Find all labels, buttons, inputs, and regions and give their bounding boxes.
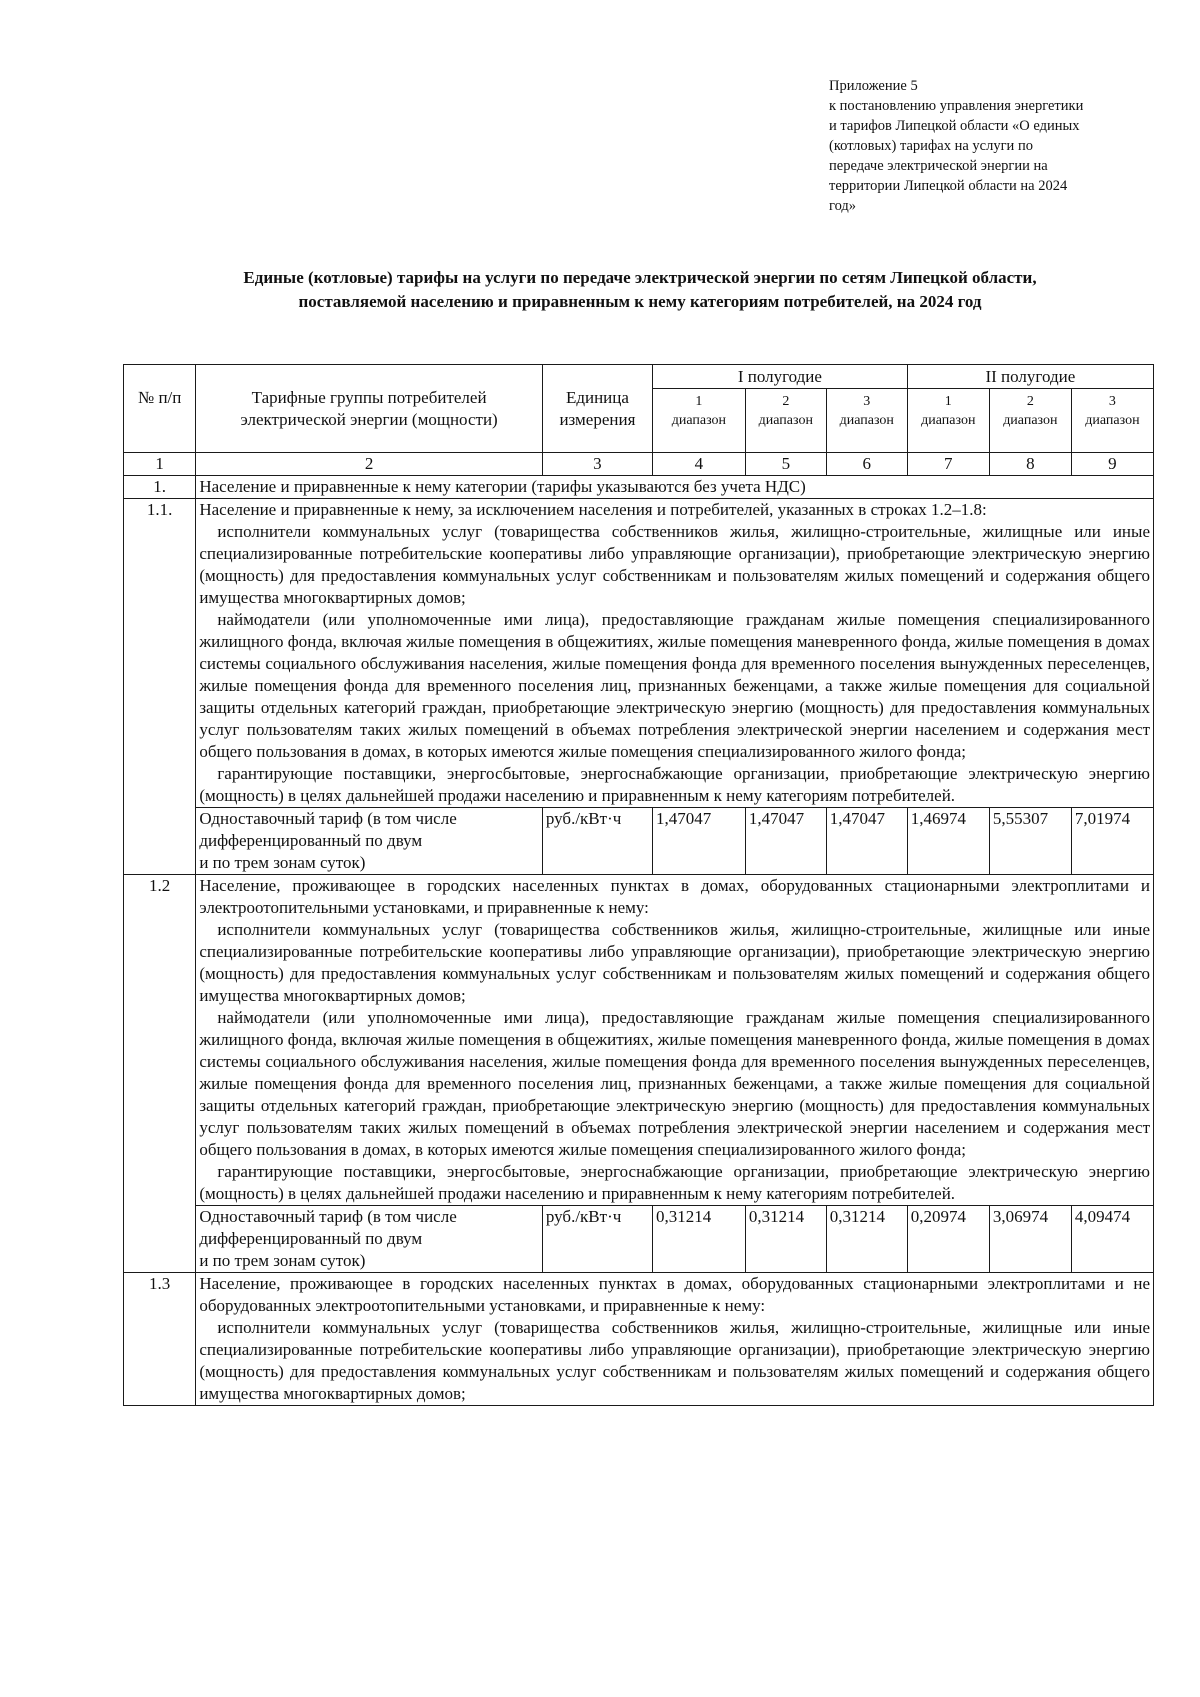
tariff-name	[196, 808, 543, 875]
row-paragraph: Население и приравненные к нему, за исключением населения и потребителей, указанных в строках 1.2–1.8:	[199, 500, 987, 519]
tariff-value: 0,31214	[652, 1206, 745, 1273]
row-paragraph: гарантирующие поставщики, энергосбытовые, энергоснабжающие организации, приобретающие электрическую энергию (мощность) в целях дальнейшей продажи населению и приравненным к нему категориям потребителей.	[199, 764, 1150, 805]
range-label: диапазон	[1003, 413, 1058, 428]
annex-note	[829, 76, 1134, 216]
tariff-value: 1,47047	[652, 808, 745, 875]
header-range	[907, 389, 989, 453]
title-line: поставляемой населению и приравненным к нему категориям потребителей, на 2024 год	[298, 292, 982, 311]
range-number: 2	[1026, 394, 1034, 409]
tariff-value: 0,31214	[745, 1206, 826, 1273]
header-range	[745, 389, 826, 453]
document-title	[70, 266, 1200, 314]
row-number: 1.2	[124, 875, 196, 1273]
tariff-unit: руб./кВт·ч	[542, 1206, 652, 1273]
tariff-name-line: дифференцированный по двум	[199, 1229, 423, 1248]
tariff-value: 3,06974	[989, 1206, 1071, 1273]
header-group	[196, 365, 543, 453]
tariff-name-line: дифференцированный по двум	[199, 831, 423, 850]
annex-line: Приложение 5	[829, 78, 918, 94]
row-number: 1.3	[124, 1273, 196, 1406]
header-group-line: электрической энергии (мощности)	[240, 410, 498, 429]
annex-line: территории Липецкой области на 2024	[829, 178, 1068, 194]
tariff-value: 1,47047	[745, 808, 826, 875]
row-paragraph: исполнители коммунальных услуг (товарищества собственников жилья, жилищно-строительные, жилищные или иные специализированные потребительские кооперативы либо управляющие организации), приобретающие электрическую энергию (мощность) для предоставления коммунальных услуг собственникам и пользователям жилых помещений и содержания общего имущества многоквартирных домов;	[199, 522, 1150, 607]
range-label: диапазон	[921, 413, 976, 428]
tariff-name-line: Одноставочный тариф (в том числе	[199, 1207, 457, 1226]
tariff-value: 7,01974	[1071, 808, 1153, 875]
header-range	[1071, 389, 1153, 453]
header-range	[826, 389, 907, 453]
tariff-value: 1,46974	[907, 808, 989, 875]
column-number: 3	[542, 453, 652, 476]
row-number: 1.1.	[124, 499, 196, 875]
annex-line: к постановлению управления энергетики	[829, 98, 1084, 114]
row-paragraph: Население, проживающее в городских населенных пунктах в домах, оборудованных стационарными электроплитами и не оборудованных электроотопительными установками, и приравненные к нему:	[199, 1274, 1150, 1315]
annex-line: (котловых) тарифах на услуги по	[829, 138, 1033, 154]
tariff-value: 1,47047	[826, 808, 907, 875]
range-number: 1	[944, 394, 952, 409]
header-num: № п/п	[124, 365, 196, 453]
column-number: 2	[196, 453, 543, 476]
header-unit	[542, 365, 652, 453]
table-row	[124, 499, 1154, 808]
tariff-value: 0,20974	[907, 1206, 989, 1273]
tariff-value: 5,55307	[989, 808, 1071, 875]
row-paragraph: наймодатели (или уполномоченные ими лица), предоставляющие гражданам жилые помещения специализированного жилищного фонда, включая жилые помещения в общежитиях, жилые помещения маневренного фонда, жилые помещения в домах системы социального обслуживания населения, жилые помещения фонда для временного поселения вынужденных переселенцев, жилые помещения фонда для временного поселения лиц, признанных беженцами, а также жилые помещения для социальной защиты отдельных категорий граждан, приобретающие электрическую энергию (мощность) для предоставления коммунальных услуг пользователям таких жилых помещений в объемах потребления электрической энергии населением и содержания мест общего пользования в домах, в которых имеются жилые помещения специализированного жилого фонда;	[199, 610, 1150, 761]
range-number: 2	[782, 394, 790, 409]
tariff-table	[123, 364, 1154, 1406]
title-line: Единые (котловые) тарифы на услуги по передаче электрической энергии по сетям Липецкой области,	[243, 268, 1037, 287]
range-number: 3	[1108, 394, 1116, 409]
row-paragraph: исполнители коммунальных услуг (товарищества собственников жилья, жилищно-строительные, жилищные или иные специализированные потребительские кооперативы либо управляющие организации), приобретающие электрическую энергию (мощность) для предоставления коммунальных услуг собственникам и пользователям жилых помещений и содержания общего имущества многоквартирных домов;	[199, 920, 1150, 1005]
header-range	[652, 389, 745, 453]
tariff-value: 0,31214	[826, 1206, 907, 1273]
column-number: 9	[1071, 453, 1153, 476]
tariff-row	[124, 1206, 1154, 1273]
header-half-year-1: I полугодие	[652, 365, 907, 389]
header-unit-line: измерения	[559, 410, 636, 429]
column-number: 6	[826, 453, 907, 476]
tariff-unit: руб./кВт·ч	[542, 808, 652, 875]
range-label: диапазон	[1085, 413, 1140, 428]
header-range	[989, 389, 1071, 453]
range-number: 3	[863, 394, 871, 409]
header-half-year-2: II полугодие	[907, 365, 1153, 389]
row-paragraph: гарантирующие поставщики, энергосбытовые, энергоснабжающие организации, приобретающие электрическую энергию (мощность) в целях дальнейшей продажи населению и приравненным к нему категориям потребителей.	[199, 1162, 1150, 1203]
row-description	[196, 875, 1154, 1206]
section-title: Население и приравненные к нему категории (тарифы указываются без учета НДС)	[196, 476, 1154, 499]
row-paragraph: исполнители коммунальных услуг (товарищества собственников жилья, жилищно-строительные, жилищные или иные специализированные потребительские кооперативы либо управляющие организации), приобретающие электрическую энергию (мощность) для предоставления коммунальных услуг собственникам и пользователям жилых помещений и содержания общего имущества многоквартирных домов;	[199, 1318, 1150, 1403]
tariff-name-line: и по трем зонам суток)	[199, 853, 366, 872]
header-row	[124, 365, 1154, 389]
row-description	[196, 499, 1154, 808]
tariff-value: 4,09474	[1071, 1206, 1153, 1273]
range-label: диапазон	[839, 413, 894, 428]
annex-line: и тарифов Липецкой области «О единых	[829, 118, 1080, 134]
header-unit-line: Единица	[565, 388, 629, 407]
column-number: 5	[745, 453, 826, 476]
row-paragraph: наймодатели (или уполномоченные ими лица), предоставляющие гражданам жилые помещения специализированного жилищного фонда, включая жилые помещения в общежитиях, жилые помещения маневренного фонда, жилые помещения в домах системы социального обслуживания населения, жилые помещения фонда для временного поселения вынужденных переселенцев, жилые помещения фонда для временного поселения лиц, признанных беженцами, а также жилые помещения для социальной защиты отдельных категорий граждан, приобретающие электрическую энергию (мощность) для предоставления коммунальных услуг пользователям таких жилых помещений в объемах потребления электрической энергии населением и содержания мест общего пользования в домах, в которых имеются жилые помещения специализированного жилого фонда;	[199, 1008, 1150, 1159]
range-label: диапазон	[758, 413, 813, 428]
column-numbers-row	[124, 453, 1154, 476]
annex-line: передаче электрической энергии на	[829, 158, 1048, 174]
column-number: 7	[907, 453, 989, 476]
tariff-name	[196, 1206, 543, 1273]
section-row	[124, 476, 1154, 499]
header-group-line: Тарифные группы потребителей	[251, 388, 487, 407]
range-number: 1	[695, 394, 703, 409]
range-label: диапазон	[671, 413, 727, 428]
column-number: 1	[124, 453, 196, 476]
row-description	[196, 1273, 1154, 1406]
tariff-name-line: Одноставочный тариф (в том числе	[199, 809, 457, 828]
column-number: 4	[652, 453, 745, 476]
table-row	[124, 1273, 1154, 1406]
column-number: 8	[989, 453, 1071, 476]
section-number: 1.	[124, 476, 196, 499]
tariff-name-line: и по трем зонам суток)	[199, 1251, 366, 1270]
row-paragraph: Население, проживающее в городских населенных пунктах в домах, оборудованных стационарными электроплитами и электроотопительными установками, и приравненные к нему:	[199, 876, 1150, 917]
table-row	[124, 875, 1154, 1206]
tariff-row	[124, 808, 1154, 875]
annex-line: год»	[829, 198, 857, 214]
